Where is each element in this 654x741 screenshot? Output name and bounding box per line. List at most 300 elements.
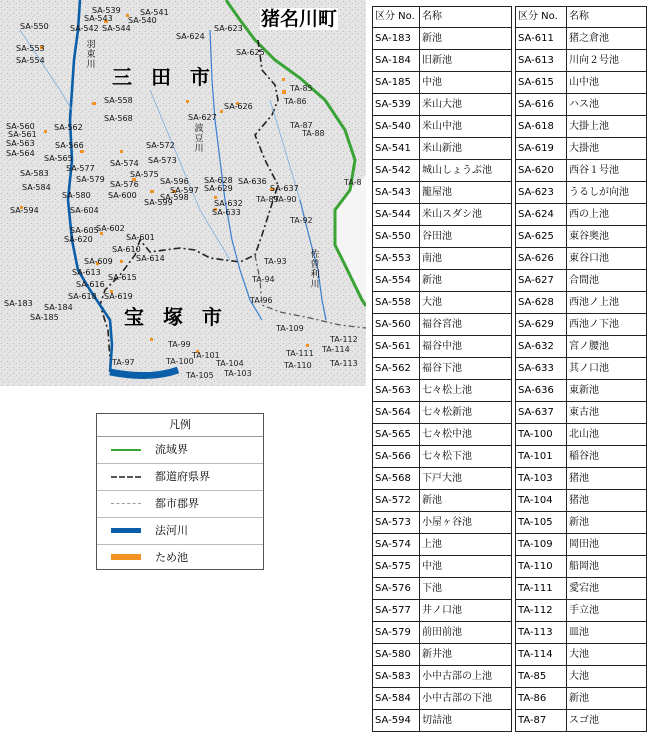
- pond-label: TA-87: [290, 121, 313, 130]
- pond-label: TA-88: [302, 129, 325, 138]
- pond-label: TA-111: [286, 349, 314, 358]
- table-row: [516, 336, 647, 358]
- pond-label: SA-618: [68, 292, 97, 301]
- table-row: [516, 182, 647, 204]
- pond-name-cell: 皿池: [567, 622, 647, 644]
- table-row: [516, 424, 647, 446]
- pond-label: SA-597: [170, 186, 199, 195]
- table-row: [373, 72, 512, 94]
- pond-label: TA-103: [224, 369, 252, 378]
- legend-label: 都道府県界: [155, 470, 210, 483]
- pond-label: SA-633: [212, 208, 241, 217]
- pond-label: SA-184: [44, 303, 73, 312]
- pond-label: TA-104: [216, 359, 244, 368]
- pond-name-cell: 前田前池: [420, 622, 512, 644]
- pond-name-cell: 西の上池: [567, 204, 647, 226]
- pond-name-cell: 米山大池: [420, 94, 512, 116]
- pond-code-cell: SA-616: [516, 94, 567, 116]
- pond-code-cell: SA-594: [373, 710, 420, 732]
- legend-title: 凡例: [97, 414, 263, 437]
- legend-label: ため池: [155, 551, 188, 564]
- pond-code-cell: TA-109: [516, 534, 567, 556]
- pond-code-cell: SA-629: [516, 314, 567, 336]
- pond-label: SA-564: [6, 149, 35, 158]
- pond-label: SA-550: [20, 22, 49, 31]
- pond-name-cell: 山中池: [567, 72, 647, 94]
- table-row: [516, 28, 647, 50]
- table-row: [373, 666, 512, 688]
- pond-name-cell: 新池: [420, 28, 512, 50]
- pond-label: SA-598: [160, 193, 189, 202]
- table-row: [516, 710, 647, 732]
- pond-code-cell: SA-572: [373, 490, 420, 512]
- pond-label: SA-625: [236, 48, 265, 57]
- table-row: [373, 358, 512, 380]
- town-label-inagawa: 猪名川町: [261, 8, 338, 30]
- pond-name-cell: 北山池: [567, 424, 647, 446]
- table-row: [373, 512, 512, 534]
- pond-code-cell: SA-540: [373, 116, 420, 138]
- table-row: [516, 402, 647, 424]
- pond-code-cell: SA-563: [373, 380, 420, 402]
- table-row: [516, 512, 647, 534]
- table-row: [516, 446, 647, 468]
- table-row: [373, 468, 512, 490]
- table-row: [516, 50, 647, 72]
- pond-label: TA-97: [112, 358, 135, 367]
- table-row: [516, 468, 647, 490]
- table-row: [373, 710, 512, 732]
- pond-label: SA-624: [176, 32, 205, 41]
- table-row: [373, 116, 512, 138]
- pond-label: SA-574: [110, 159, 139, 168]
- legend-row-prefecture: [97, 464, 263, 491]
- pond-name-cell: 福谷中池: [420, 336, 512, 358]
- pond-label: SA-560: [6, 122, 35, 131]
- pond-label: SA-627: [188, 113, 217, 122]
- city-label-sanda: 三 田 市: [112, 65, 216, 89]
- pond-code-cell: SA-615: [516, 72, 567, 94]
- pond-label: SA-626: [224, 102, 253, 111]
- pond-label: SA-561: [8, 130, 37, 139]
- table-row: [373, 534, 512, 556]
- pond-code-cell: SA-560: [373, 314, 420, 336]
- pond-label: SA-636: [238, 177, 267, 186]
- pond-label: SA-602: [96, 224, 125, 233]
- pond-name-cell: 西池ノ下池: [567, 314, 647, 336]
- pond-label: SA-615: [108, 273, 137, 282]
- pond-code-cell: SA-541: [373, 138, 420, 160]
- table-row: [373, 314, 512, 336]
- table-row: [373, 292, 512, 314]
- pond-label: TA-113: [330, 359, 358, 368]
- pond-label: TA-93: [264, 257, 287, 266]
- pond-name-cell: 籠屋池: [420, 182, 512, 204]
- pond-label: SA-544: [102, 24, 131, 33]
- table-row: [516, 578, 647, 600]
- pond-table-left: [372, 6, 512, 732]
- legend-row-river: [97, 518, 263, 545]
- pond-label: SA-580: [62, 191, 91, 200]
- pond-code-cell: SA-580: [373, 644, 420, 666]
- pond-name-cell: 新池: [420, 490, 512, 512]
- pond-label: TA-96: [250, 296, 273, 305]
- pond-label: TA-112: [330, 335, 358, 344]
- pond-code-cell: SA-613: [516, 50, 567, 72]
- legend-swatch-city: [111, 503, 141, 504]
- pond-name-cell: 新池: [567, 512, 647, 534]
- pond-label: SA-568: [104, 114, 133, 123]
- pond-label: SA-539: [92, 6, 121, 15]
- table-row: [373, 204, 512, 226]
- pond-name-cell: 新池: [420, 270, 512, 292]
- pond-label: SA-576: [110, 180, 139, 189]
- pond-label: TA-94: [252, 275, 275, 284]
- table-header-row: [373, 7, 512, 28]
- pond-label: SA-629: [204, 184, 233, 193]
- pond-code-cell: SA-627: [516, 270, 567, 292]
- pond-name-cell: 小中古部の下池: [420, 688, 512, 710]
- table-row: [373, 28, 512, 50]
- pond-name-cell: 東谷奥池: [567, 226, 647, 248]
- pond-name-cell: 城山しょうぶ池: [420, 160, 512, 182]
- legend-swatch-river: [111, 528, 141, 533]
- pond-name-cell: 旧新池: [420, 50, 512, 72]
- pond-code-cell: SA-619: [516, 138, 567, 160]
- pond-code-cell: SA-561: [373, 336, 420, 358]
- pond-code-cell: TA-111: [516, 578, 567, 600]
- pond-code-cell: TA-103: [516, 468, 567, 490]
- table-header-row: [516, 7, 647, 28]
- pond-name-cell: うるしが向池: [567, 182, 647, 204]
- pond-name-cell: 西谷１号池: [567, 160, 647, 182]
- pond-code-cell: TA-105: [516, 512, 567, 534]
- pond-name-cell: 新池: [567, 688, 647, 710]
- pond-name-cell: 七々松中池: [420, 424, 512, 446]
- table-row: [373, 226, 512, 248]
- pond-label: TA-100: [166, 357, 194, 366]
- pond-code-cell: SA-185: [373, 72, 420, 94]
- pond-name-cell: 七々松新池: [420, 402, 512, 424]
- table-row: [516, 204, 647, 226]
- pond-label: SA-632: [214, 199, 243, 208]
- pond-code-cell: SA-184: [373, 50, 420, 72]
- pond-label: SA-594: [10, 206, 39, 215]
- pond-code-cell: SA-632: [516, 336, 567, 358]
- table-row: [373, 578, 512, 600]
- pond-code-cell: SA-543: [373, 182, 420, 204]
- pond-name-cell: 米山スダシ池: [420, 204, 512, 226]
- legend-label: 流域界: [155, 443, 188, 456]
- pond-name-cell: 下戸大池: [420, 468, 512, 490]
- watershed-map: [0, 0, 366, 386]
- pond-name-cell: 猪池: [567, 490, 647, 512]
- river-label-hazu: 波豆川: [194, 124, 204, 154]
- pond-name-cell: 合間池: [567, 270, 647, 292]
- pond-label: SA-605: [70, 226, 99, 235]
- pond-code-cell: SA-568: [373, 468, 420, 490]
- table-row: [373, 182, 512, 204]
- table-row: [516, 94, 647, 116]
- pond-name-cell: 井ノ口池: [420, 600, 512, 622]
- table-row: [516, 248, 647, 270]
- pond-code-cell: SA-539: [373, 94, 420, 116]
- pond-code-cell: TA-101: [516, 446, 567, 468]
- pond-label: SA-540: [128, 16, 157, 25]
- pond-code-cell: SA-566: [373, 446, 420, 468]
- pond-label: SA-572: [146, 141, 175, 150]
- pond-label: SA-601: [126, 233, 155, 242]
- legend-swatch-prefecture: [111, 476, 141, 478]
- pond-name-cell: 七々松下池: [420, 446, 512, 468]
- pond-code-cell: SA-544: [373, 204, 420, 226]
- pond-label: SA-558: [104, 96, 133, 105]
- table-row: [516, 116, 647, 138]
- pond-code-cell: SA-583: [373, 666, 420, 688]
- pond-label: SA-577: [66, 164, 95, 173]
- pond-name-cell: 西池ノ上池: [567, 292, 647, 314]
- pond-label: SA-600: [108, 191, 137, 200]
- pond-code-cell: SA-579: [373, 622, 420, 644]
- pond-code-cell: TA-110: [516, 556, 567, 578]
- pond-label: TA-99: [168, 340, 191, 349]
- pond-code-cell: SA-623: [516, 182, 567, 204]
- pond-label: SA-543: [84, 14, 113, 23]
- pond-code-cell: SA-550: [373, 226, 420, 248]
- table-row: [373, 138, 512, 160]
- header-code: 区分 No.: [373, 7, 420, 28]
- pond-name-cell: 宮ノ腰池: [567, 336, 647, 358]
- legend-label: 都市郡界: [155, 497, 199, 510]
- pond-label: SA-623: [214, 24, 243, 33]
- pond-code-cell: SA-618: [516, 116, 567, 138]
- pond-code-cell: TA-86: [516, 688, 567, 710]
- pond-label: SA-604: [70, 206, 99, 215]
- pond-code-cell: TA-112: [516, 600, 567, 622]
- pond-name-cell: 中池: [420, 556, 512, 578]
- pond-label: SA-183: [4, 299, 33, 308]
- pond-name-cell: 猪池: [567, 468, 647, 490]
- pond-label: SA-610: [112, 245, 141, 254]
- pond-name-cell: 米山中池: [420, 116, 512, 138]
- pond-code-cell: SA-611: [516, 28, 567, 50]
- table-row: [373, 556, 512, 578]
- pond-label: TA-85: [290, 84, 313, 93]
- pond-code-cell: SA-637: [516, 402, 567, 424]
- pond-label: SA-613: [72, 268, 101, 277]
- table-row: [373, 424, 512, 446]
- pond-label: SA-565: [44, 154, 73, 163]
- pond-name-cell: 愛宕池: [567, 578, 647, 600]
- table-row: [516, 666, 647, 688]
- table-row: [373, 380, 512, 402]
- pond-name-cell: 小屋ヶ谷池: [420, 512, 512, 534]
- pond-name-cell: ハス池: [567, 94, 647, 116]
- pond-code-cell: SA-628: [516, 292, 567, 314]
- pond-code-cell: TA-114: [516, 644, 567, 666]
- table-row: [373, 644, 512, 666]
- table-row: [373, 402, 512, 424]
- pond-label: SA-541: [140, 8, 169, 17]
- pond-label: SA-620: [64, 235, 93, 244]
- pond-label: TA-114: [322, 345, 350, 354]
- table-row: [373, 688, 512, 710]
- pond-code-cell: SA-562: [373, 358, 420, 380]
- pond-name-cell: 大池: [420, 292, 512, 314]
- pond-label: SA-562: [54, 123, 83, 132]
- pond-code-cell: SA-577: [373, 600, 420, 622]
- table-row: [516, 380, 647, 402]
- pond-label: SA-542: [70, 24, 99, 33]
- table-row: [516, 688, 647, 710]
- pond-label: TA-92: [290, 216, 313, 225]
- pond-name-cell: 其ノ口池: [567, 358, 647, 380]
- pond-code-cell: SA-576: [373, 578, 420, 600]
- pond-name-cell: 手立池: [567, 600, 647, 622]
- pond-label: SA-583: [20, 169, 49, 178]
- table-row: [373, 446, 512, 468]
- pond-name-cell: スゴ池: [567, 710, 647, 732]
- pond-code-cell: TA-100: [516, 424, 567, 446]
- pond-code-cell: SA-625: [516, 226, 567, 248]
- pond-name-cell: 上池: [420, 534, 512, 556]
- pond-code-cell: SA-564: [373, 402, 420, 424]
- pond-name-cell: 大掛上池: [567, 116, 647, 138]
- pond-name-cell: 新井池: [420, 644, 512, 666]
- pond-label: TA-86: [284, 97, 307, 106]
- table-row: [516, 292, 647, 314]
- pond-name-cell: 大池: [567, 644, 647, 666]
- pond-label: TA-89: [256, 195, 279, 204]
- table-row: [516, 600, 647, 622]
- pond-label: TA-110: [284, 361, 312, 370]
- table-row: [516, 270, 647, 292]
- pond-code-cell: SA-584: [373, 688, 420, 710]
- pond-label: SA-637: [270, 184, 299, 193]
- pond-name-cell: 船岡池: [567, 556, 647, 578]
- table-row: [373, 336, 512, 358]
- pond-code-cell: TA-113: [516, 622, 567, 644]
- pond-code-cell: SA-575: [373, 556, 420, 578]
- table-row: [516, 534, 647, 556]
- pond-label: SA-614: [136, 254, 165, 263]
- pond-code-cell: SA-542: [373, 160, 420, 182]
- pond-name-cell: 大池: [567, 666, 647, 688]
- pond-label: TA-8: [344, 178, 362, 187]
- legend: [96, 413, 264, 570]
- pond-name-cell: 稲谷池: [567, 446, 647, 468]
- river-label-sasori: 佐曽利川: [310, 250, 320, 290]
- header-code: 区分 No.: [516, 7, 567, 28]
- pond-name-cell: 谷田池: [420, 226, 512, 248]
- river-label-habatsuka: 羽束川: [86, 40, 96, 70]
- table-row: [373, 94, 512, 116]
- table-row: [373, 600, 512, 622]
- pond-label: SA-573: [148, 156, 177, 165]
- pond-name-cell: 福谷宮池: [420, 314, 512, 336]
- pond-code-cell: SA-553: [373, 248, 420, 270]
- legend-row-city: [97, 491, 263, 518]
- pond-label: SA-575: [130, 170, 159, 179]
- pond-label: SA-185: [30, 313, 59, 322]
- table-row: [516, 314, 647, 336]
- pond-name-cell: 岡田池: [567, 534, 647, 556]
- table-row: [516, 358, 647, 380]
- pond-name-cell: 下池: [420, 578, 512, 600]
- pond-label: SA-554: [16, 56, 45, 65]
- legend-label: 法河川: [155, 524, 188, 537]
- city-label-takarazuka: 宝 塚 市: [124, 305, 228, 329]
- table-row: [516, 490, 647, 512]
- pond-name-cell: 中池: [420, 72, 512, 94]
- pond-label: TA-90: [274, 195, 297, 204]
- pond-name-cell: 米山新池: [420, 138, 512, 160]
- table-row: [373, 622, 512, 644]
- pond-table-right: [515, 6, 647, 732]
- pond-name-cell: 川向２号池: [567, 50, 647, 72]
- pond-name-cell: 東谷口池: [567, 248, 647, 270]
- pond-label: TA-109: [276, 324, 304, 333]
- table-row: [373, 160, 512, 182]
- pond-label: SA-599: [144, 198, 173, 207]
- pond-name-cell: 七々松上池: [420, 380, 512, 402]
- legend-row-watershed: [97, 437, 263, 464]
- pond-code-cell: SA-558: [373, 292, 420, 314]
- pond-code-cell: TA-85: [516, 666, 567, 688]
- pond-label: SA-628: [204, 176, 233, 185]
- table-row: [373, 248, 512, 270]
- pond-name-cell: 東新池: [567, 380, 647, 402]
- table-row: [516, 556, 647, 578]
- pond-code-cell: SA-183: [373, 28, 420, 50]
- pond-code-cell: SA-565: [373, 424, 420, 446]
- pond-code-cell: SA-636: [516, 380, 567, 402]
- pond-label: TA-105: [186, 371, 214, 380]
- pond-name-cell: 福谷下池: [420, 358, 512, 380]
- pond-label: SA-609: [84, 257, 113, 266]
- pond-label: SA-566: [55, 141, 84, 150]
- pond-name-cell: 大掛池: [567, 138, 647, 160]
- legend-row-pond: [97, 545, 263, 571]
- table-row: [516, 72, 647, 94]
- pond-code-cell: SA-574: [373, 534, 420, 556]
- pond-code-cell: SA-554: [373, 270, 420, 292]
- pond-code-cell: TA-104: [516, 490, 567, 512]
- table-row: [516, 644, 647, 666]
- header-name: 名称: [420, 7, 512, 28]
- pond-code-cell: SA-626: [516, 248, 567, 270]
- legend-swatch-watershed: [111, 449, 141, 451]
- pond-name-cell: 東古池: [567, 402, 647, 424]
- pond-label: SA-579: [76, 175, 105, 184]
- table-row: [373, 270, 512, 292]
- table-row: [516, 622, 647, 644]
- table-row: [373, 490, 512, 512]
- pond-label: SA-584: [22, 183, 51, 192]
- pond-name-cell: 切詰池: [420, 710, 512, 732]
- pond-code-cell: SA-624: [516, 204, 567, 226]
- table-row: [516, 138, 647, 160]
- pond-name-cell: 小中古部の上池: [420, 666, 512, 688]
- table-row: [373, 50, 512, 72]
- pond-label: SA-553: [16, 44, 45, 53]
- header-name: 名称: [567, 7, 647, 28]
- pond-label: TA-101: [192, 351, 220, 360]
- pond-name-cell: 猪之倉池: [567, 28, 647, 50]
- legend-swatch-pond: [111, 554, 141, 560]
- pond-code-cell: TA-87: [516, 710, 567, 732]
- pond-code-cell: SA-573: [373, 512, 420, 534]
